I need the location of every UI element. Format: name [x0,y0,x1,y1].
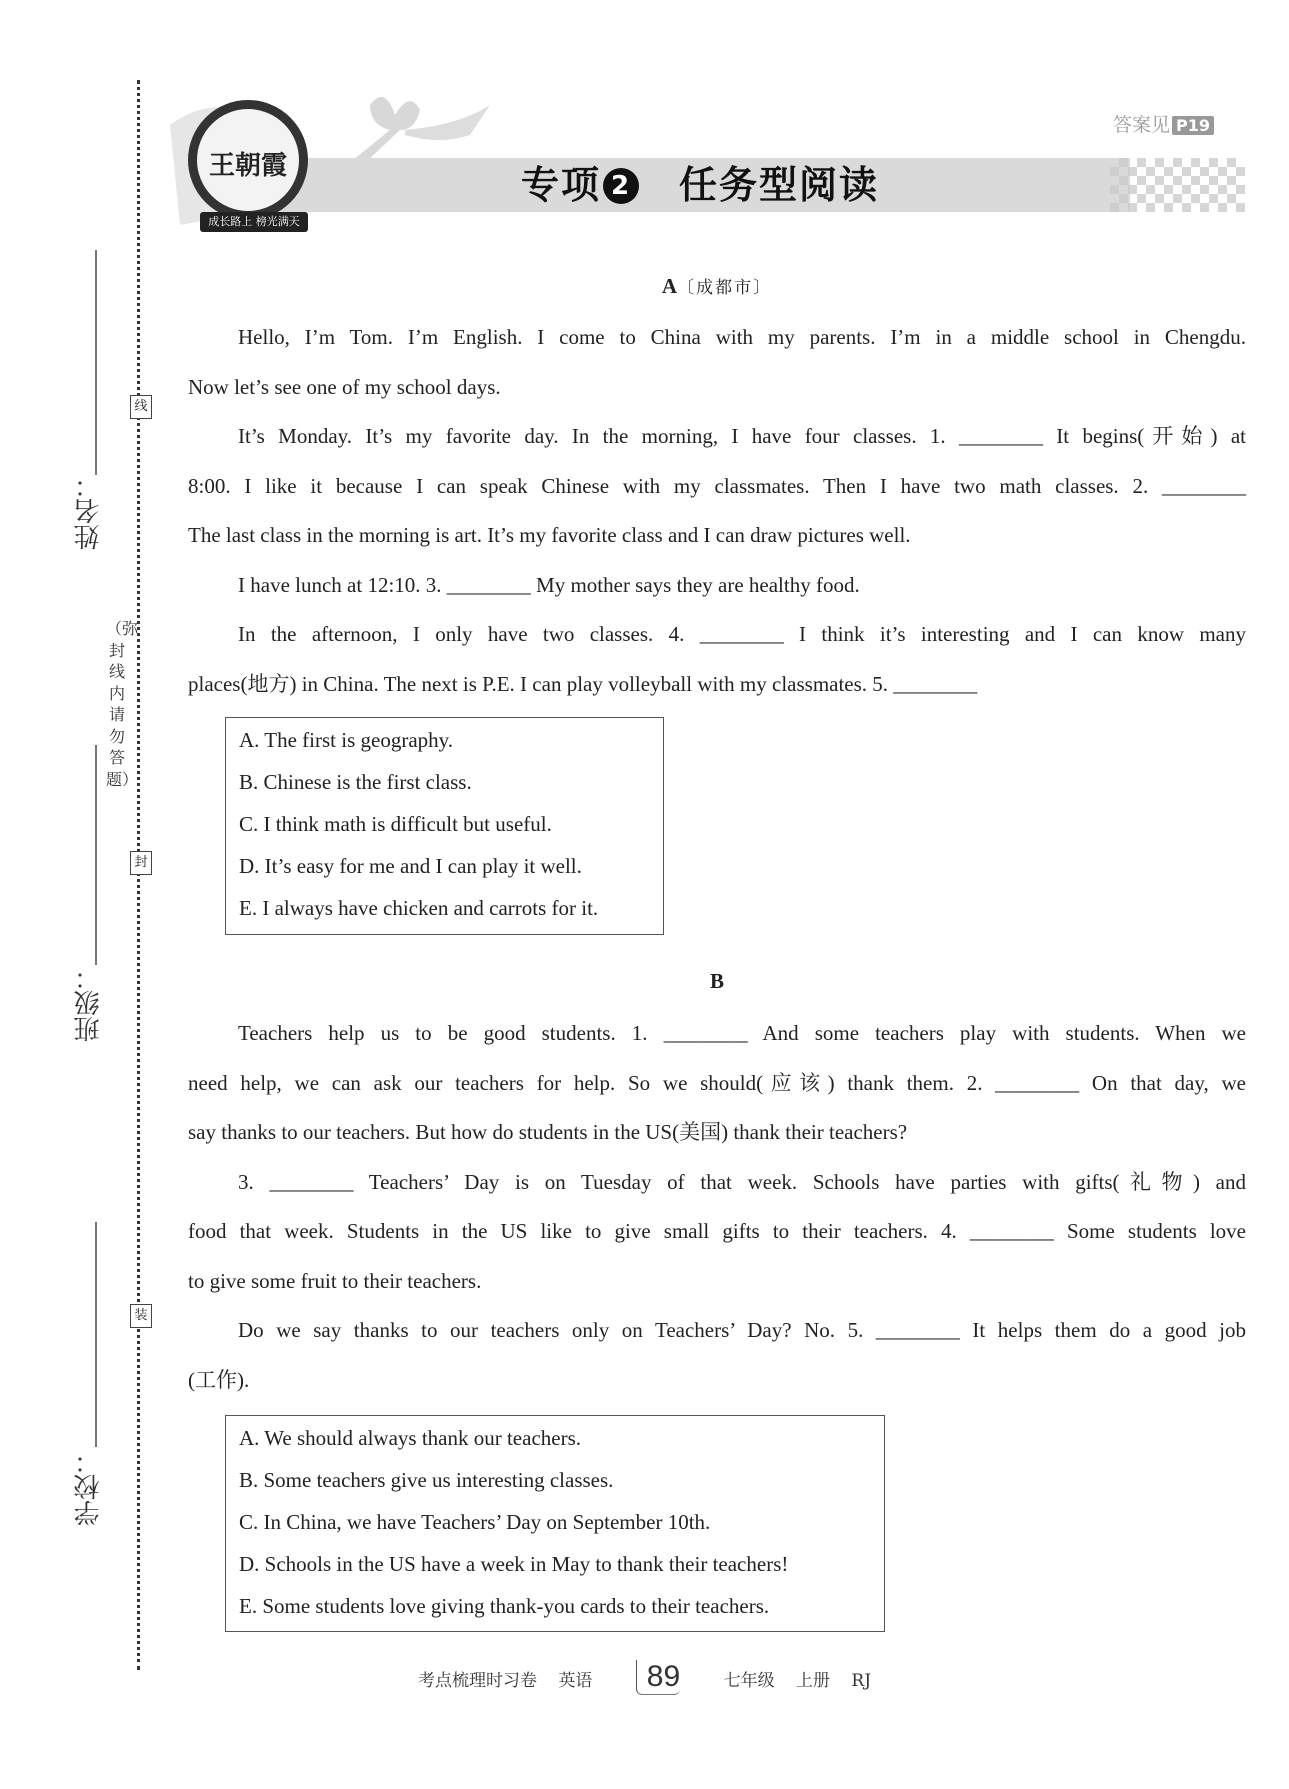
logo-text: 王朝霞 [208,151,287,181]
option-item: B. Chinese is the first class. [239,770,472,794]
footer-volume: 上册 [795,1671,830,1691]
passage-line: 8:00. I like it because I can speak Chinese with my classmates. Then I have two math classes. 2. ________ [188,473,1246,498]
passage-line: In the afternoon, I only have two classes. 4. ________ I think it’s interesting and I can know many [238,622,1246,646]
title-number: 2 [603,168,639,204]
page-title [270,158,1130,212]
passage-line: Now let’s see one of my school days. [188,374,501,399]
logo-ribbon: 成长路上 榜光满天 [200,212,308,232]
seal-note: （弥封线内请勿答题） [106,619,139,789]
option-item: D. It’s easy for me and I can play it well. [239,854,582,878]
school-field[interactable] [95,1222,97,1447]
footer-grade: 七年级 [723,1671,775,1691]
footer-book: 考点梳理时习卷 [417,1671,537,1691]
checker-pattern [1110,158,1245,212]
brand-logo [188,100,308,220]
passage-line: The last class in the morning is art. It’s my favorite class and I can draw pictures well. [188,523,911,547]
answer-page-badge: P19 [1172,116,1214,135]
option-item: A. We should always thank our teachers. [239,1426,581,1450]
option-item: D. Schools in the US have a week in May to thank their teachers! [239,1552,789,1576]
passage-line: Teachers help us to be good students. 1. ________ And some teachers play with students. When we [238,1021,1246,1045]
page-number: 89 [636,1660,680,1695]
section-b-heading [188,969,1246,994]
class-field[interactable] [95,745,97,965]
passage-line: say thanks to our teachers. But how do students in the US(美国) thank their teachers? [188,1120,908,1144]
cut-mark-seal: 封 [130,851,152,875]
class-label: 班级： [74,964,104,1042]
section-a-heading [188,273,1246,299]
passage-line: I have lunch at 12:10. 3. ________ My mother says they are healthy food. [238,572,860,597]
school-label: 学校： [74,1448,104,1526]
footer-edition: RJ [851,1671,872,1691]
option-item: E. I always have chicken and carrots for it. [239,896,599,920]
passage-line: need help, we can ask our teachers for help. So we should(应该) thank them. 2. ________ On that day, we [188,1070,1246,1095]
binding-dotted-line [137,80,140,1670]
option-item: E. Some students love giving thank-you cards to their teachers. [239,1594,770,1618]
name-field[interactable] [95,250,97,475]
option-item: C. I think math is difficult but useful. [239,812,552,836]
passage-line: places(地方) in China. The next is P.E. I can play volleyball with my classmates. 5. ________ [188,671,978,696]
section-a-letter: A [661,274,678,298]
name-label: 姓名： [74,472,104,550]
passage-line: Hello, I’m Tom. I’m English. I come to China with my parents. I’m in a middle school in Chengdu. [238,325,1246,349]
answer-ref-label: 答案见 [1113,114,1171,136]
page-footer [0,1660,1289,1695]
cut-mark-line: 线 [130,395,152,419]
title-main: 任务型阅读 [679,163,880,207]
passage-line: 3. ________ Teachers’ Day is on Tuesday of that week. Schools have parties with gifts(礼物) and [238,1169,1246,1194]
section-a-options [225,717,664,935]
option-item: C. In China, we have Teachers’ Day on September 10th. [239,1510,711,1534]
passage-line: to give some fruit to their teachers. [188,1268,482,1293]
answer-reference [1113,110,1214,137]
option-item: A. The first is geography. [239,728,454,752]
passage-line: food that week. Students in the US like to give small gifts to their teachers. 4. ________ Some students love [188,1219,1246,1243]
passage-line: (工作). [188,1367,250,1392]
title-prefix: 专项 [520,163,601,207]
option-item: B. Some teachers give us interesting classes. [239,1468,614,1492]
section-b-letter: B [709,969,724,993]
section-b-options [225,1415,885,1632]
passage-line: Do we say thanks to our teachers only on Teachers’ Day? No. 5. ________ It helps them do a good job [238,1318,1246,1342]
section-a-region: 〔成都市〕 [677,278,773,298]
passage-line: It’s Monday. It’s my favorite day. In the morning, I have four classes. 1. ________ It begins(开始) at [238,424,1246,448]
cut-mark-bind: 装 [130,1304,152,1328]
footer-subject: 英语 [558,1671,593,1691]
